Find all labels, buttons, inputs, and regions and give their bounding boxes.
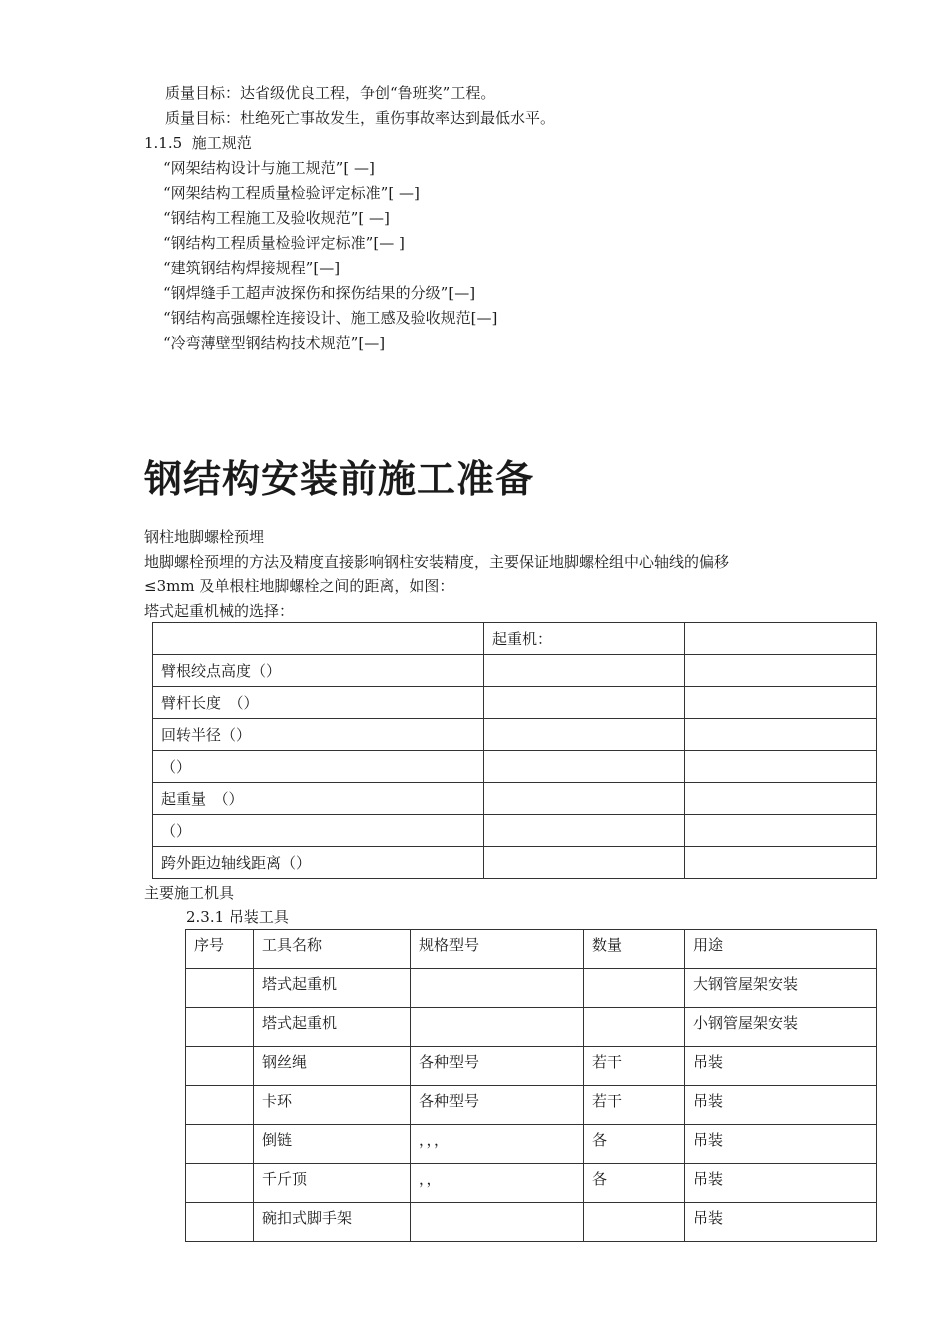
table-cell: （） bbox=[153, 815, 484, 847]
table-header-row bbox=[186, 930, 877, 969]
table-cell: 千斤顶 bbox=[254, 1164, 411, 1203]
column-header: 规格型号 bbox=[411, 930, 584, 969]
table-cell bbox=[484, 719, 685, 751]
table-cell bbox=[484, 783, 685, 815]
table-cell bbox=[685, 783, 877, 815]
table-cell: 若干 bbox=[584, 1047, 685, 1086]
lifting-tools-table bbox=[185, 929, 877, 1242]
norm-item: “网架结构设计与施工规范”[ —] bbox=[163, 159, 375, 177]
table-cell bbox=[411, 1008, 584, 1047]
table-cell bbox=[186, 969, 254, 1008]
table-cell: 各种型号 bbox=[411, 1086, 584, 1125]
table-cell: 吊装 bbox=[685, 1125, 877, 1164]
table-cell bbox=[484, 655, 685, 687]
table-cell: 倒链 bbox=[254, 1125, 411, 1164]
table-cell bbox=[484, 687, 685, 719]
crane-selection-table bbox=[152, 622, 877, 879]
norm-item: “钢焊缝手工超声波探伤和探伤结果的分级”[—] bbox=[163, 284, 476, 302]
table-cell: 各 bbox=[584, 1125, 685, 1164]
table-row bbox=[153, 719, 877, 751]
table-cell bbox=[484, 751, 685, 783]
table-row bbox=[186, 1164, 877, 1203]
anchor-bolt-desc-line1: 地脚螺栓预埋的方法及精度直接影响钢柱安装精度，主要保证地脚螺栓组中心轴线的偏移 bbox=[144, 553, 730, 571]
table-row bbox=[153, 655, 877, 687]
table-row bbox=[153, 623, 877, 655]
column-header: 用途 bbox=[685, 930, 877, 969]
table-cell bbox=[186, 1164, 254, 1203]
table-row bbox=[186, 1008, 877, 1047]
table-row bbox=[153, 687, 877, 719]
table-cell bbox=[186, 1008, 254, 1047]
table-row bbox=[186, 1125, 877, 1164]
lifting-tools-subtitle: 2.3.1 吊装工具 bbox=[186, 908, 289, 926]
quality-goal-1: 质量目标：达省级优良工程，争创“鲁班奖”工程。 bbox=[165, 84, 496, 102]
table-cell: 卡环 bbox=[254, 1086, 411, 1125]
table-cell: 回转半径（） bbox=[153, 719, 484, 751]
table-cell bbox=[484, 847, 685, 879]
table-cell: 小钢管屋架安装 bbox=[685, 1008, 877, 1047]
norm-item: “钢结构工程施工及验收规范”[ —] bbox=[163, 209, 390, 227]
norm-item: “网架结构工程质量检验评定标准”[ —] bbox=[163, 184, 420, 202]
table-cell: 起重量 （） bbox=[153, 783, 484, 815]
table-cell bbox=[584, 969, 685, 1008]
table-cell bbox=[584, 1008, 685, 1047]
table-cell: （） bbox=[153, 751, 484, 783]
table-cell bbox=[685, 815, 877, 847]
norm-item: “冷弯薄壁型钢结构技术规范”[—] bbox=[163, 334, 386, 352]
table-cell: 跨外距边轴线距离（） bbox=[153, 847, 484, 879]
table-row bbox=[153, 783, 877, 815]
norm-item: “建筑钢结构焊接规程”[—] bbox=[163, 259, 341, 277]
norm-item: “钢结构工程质量检验评定标准”[— ] bbox=[163, 234, 405, 252]
table-cell bbox=[685, 687, 877, 719]
table-cell bbox=[685, 655, 877, 687]
table-cell bbox=[186, 1203, 254, 1242]
table-cell bbox=[411, 1203, 584, 1242]
table-row bbox=[153, 815, 877, 847]
table-cell bbox=[153, 623, 484, 655]
table-row bbox=[186, 1086, 877, 1125]
section-title: 施工规范 bbox=[191, 134, 252, 152]
section-heading-115 bbox=[144, 133, 252, 153]
table-cell bbox=[484, 815, 685, 847]
table-cell bbox=[584, 1203, 685, 1242]
table-cell: ，，， bbox=[411, 1125, 584, 1164]
column-header: 工具名称 bbox=[254, 930, 411, 969]
table-cell: 各 bbox=[584, 1164, 685, 1203]
table-row bbox=[153, 751, 877, 783]
table-cell: 吊装 bbox=[685, 1086, 877, 1125]
column-header: 数量 bbox=[584, 930, 685, 969]
table-cell: 臂根绞点高度（） bbox=[153, 655, 484, 687]
table-cell: 钢丝绳 bbox=[254, 1047, 411, 1086]
table-cell bbox=[685, 751, 877, 783]
table-cell: 塔式起重机 bbox=[254, 1008, 411, 1047]
table-row bbox=[186, 969, 877, 1008]
norm-item: “钢结构高强螺栓连接设计、施工感及验收规范[—] bbox=[163, 309, 498, 327]
table-cell: ，， bbox=[411, 1164, 584, 1203]
table-cell bbox=[186, 1047, 254, 1086]
anchor-bolt-title: 钢柱地脚螺栓预埋 bbox=[144, 528, 265, 546]
section-number: 1.1.5 bbox=[144, 134, 183, 152]
table-cell: 吊装 bbox=[685, 1047, 877, 1086]
page-heading: 钢结构安装前施工准备 bbox=[144, 457, 535, 501]
quality-goal-2: 质量目标：杜绝死亡事故发生，重伤事故率达到最低水平。 bbox=[165, 109, 556, 127]
table-cell: 大钢管屋架安装 bbox=[685, 969, 877, 1008]
table-cell bbox=[186, 1086, 254, 1125]
table-cell: 各种型号 bbox=[411, 1047, 584, 1086]
table-cell: 吊装 bbox=[685, 1203, 877, 1242]
table-cell bbox=[685, 623, 877, 655]
crane-selection-label: 塔式起重机械的选择： bbox=[144, 602, 295, 620]
table-cell: 塔式起重机 bbox=[254, 969, 411, 1008]
main-machines-title: 主要施工机具 bbox=[144, 884, 235, 902]
table-cell: 碗扣式脚手架 bbox=[254, 1203, 411, 1242]
table-cell: 吊装 bbox=[685, 1164, 877, 1203]
table-cell bbox=[685, 847, 877, 879]
anchor-bolt-desc-line2: ≤3mm 及单根柱地脚螺栓之间的距离，如图： bbox=[144, 577, 455, 595]
table-row bbox=[153, 847, 877, 879]
table-cell: 起重机： bbox=[484, 623, 685, 655]
table-cell: 臂杆长度 （） bbox=[153, 687, 484, 719]
column-header: 序号 bbox=[186, 930, 254, 969]
table-cell bbox=[411, 969, 584, 1008]
table-cell: 若干 bbox=[584, 1086, 685, 1125]
table-row bbox=[186, 1047, 877, 1086]
table-cell bbox=[685, 719, 877, 751]
table-cell bbox=[186, 1125, 254, 1164]
table-row bbox=[186, 1203, 877, 1242]
